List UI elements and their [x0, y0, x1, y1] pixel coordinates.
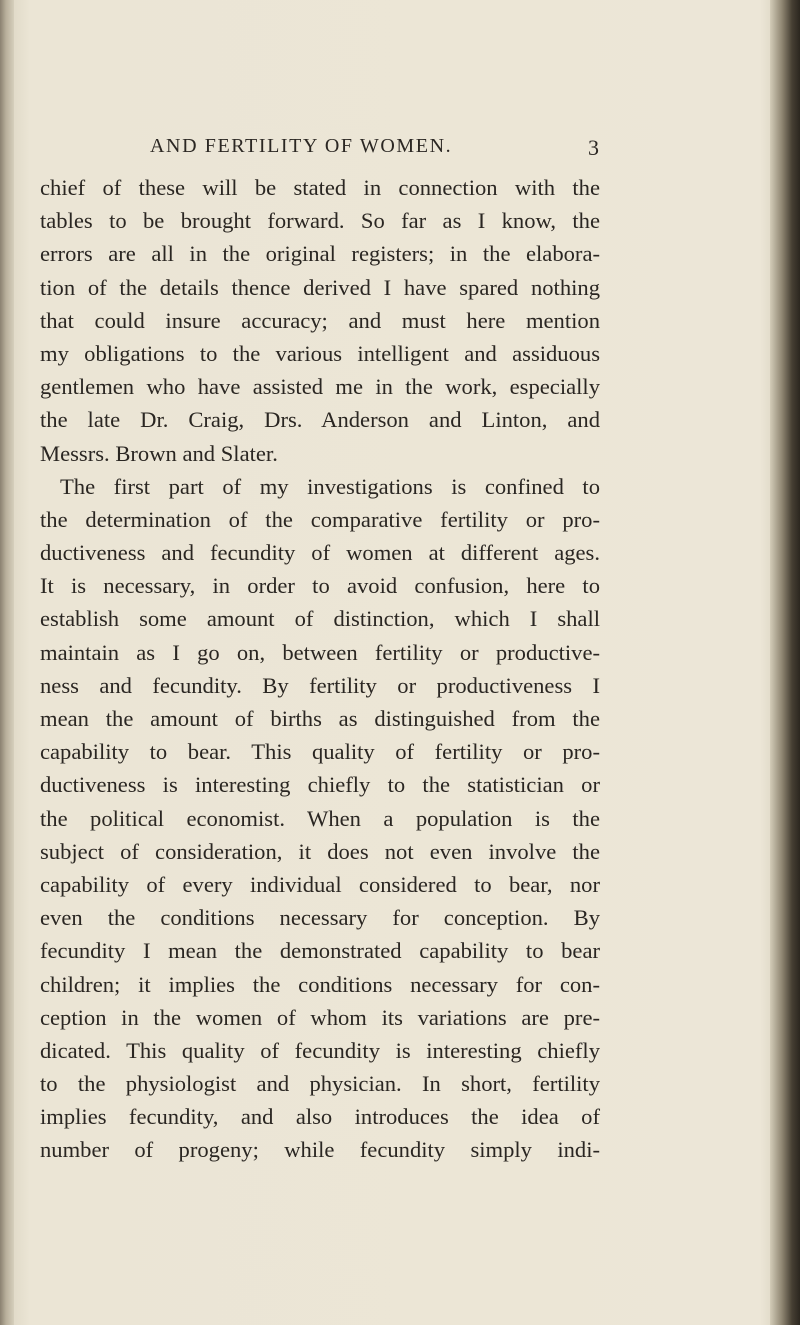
text-line: children; it implies the conditions necessary for con- — [40, 971, 600, 997]
text-line: gentlemen who have assisted me in the work, especially — [40, 374, 600, 400]
text-line: the political economist. When a population is the — [40, 805, 600, 831]
text-line: subject of consideration, it does not even involve the — [40, 838, 600, 864]
page-number: 3 — [588, 135, 599, 160]
text-line: chief of these will be stated in connection with the — [40, 175, 600, 200]
text-line: establish some amount of distinction, which I shall — [40, 606, 600, 632]
text-line: Messrs. Brown and Slater. — [40, 440, 278, 466]
page-edge-shadow — [770, 0, 800, 1325]
text-line: maintain as I go on, between fertility or productive- — [40, 639, 600, 665]
text-line: The first part of my investigations is confined to — [60, 473, 600, 499]
text-line: the late Dr. Craig, Drs. Anderson and Linton, and — [40, 407, 600, 433]
text-line: ductiveness is interesting chiefly to the statistician or — [40, 772, 600, 798]
text-line: errors are all in the original registers; in the elabora- — [40, 241, 600, 267]
body-text — [40, 171, 600, 1163]
text-line: fecundity I mean the demonstrated capability to bear — [40, 938, 600, 964]
text-line: capability to bear. This quality of fertility or pro- — [40, 739, 600, 765]
text-line: tables to be brought forward. So far as I know, the — [40, 208, 600, 234]
text-line: It is necessary, in order to avoid confusion, here to — [40, 573, 600, 599]
text-line: ception in the women of whom its variations are pre- — [40, 1004, 600, 1030]
text-line: tion of the details thence derived I have spared nothing — [40, 274, 600, 300]
text-line: the determination of the comparative fertility or pro- — [40, 506, 600, 532]
text-line: even the conditions necessary for conception. By — [40, 905, 600, 931]
text-line: ductiveness and fecundity of women at different ages. — [40, 540, 600, 566]
running-head-title: AND FERTILITY OF WOMEN. — [150, 135, 453, 157]
text-line: dicated. This quality of fecundity is interesting chiefly — [40, 1037, 600, 1063]
text-line: to the physiologist and physician. In short, fertility — [40, 1071, 600, 1097]
running-head — [150, 135, 600, 165]
text-line: implies fecundity, and also introduces the idea of — [40, 1104, 600, 1130]
text-line: that could insure accuracy; and must here mention — [40, 307, 600, 333]
text-line: ness and fecundity. By fertility or productiveness I — [40, 672, 600, 698]
text-line: my obligations to the various intelligent and assiduous — [40, 340, 600, 366]
text-line: capability of every individual considered to bear, nor — [40, 871, 600, 897]
text-line: number of progeny; while fecundity simply indi- — [40, 1137, 600, 1163]
text-line: mean the amount of births as distinguished from the — [40, 706, 600, 731]
page-gutter-shadow — [0, 0, 14, 1325]
